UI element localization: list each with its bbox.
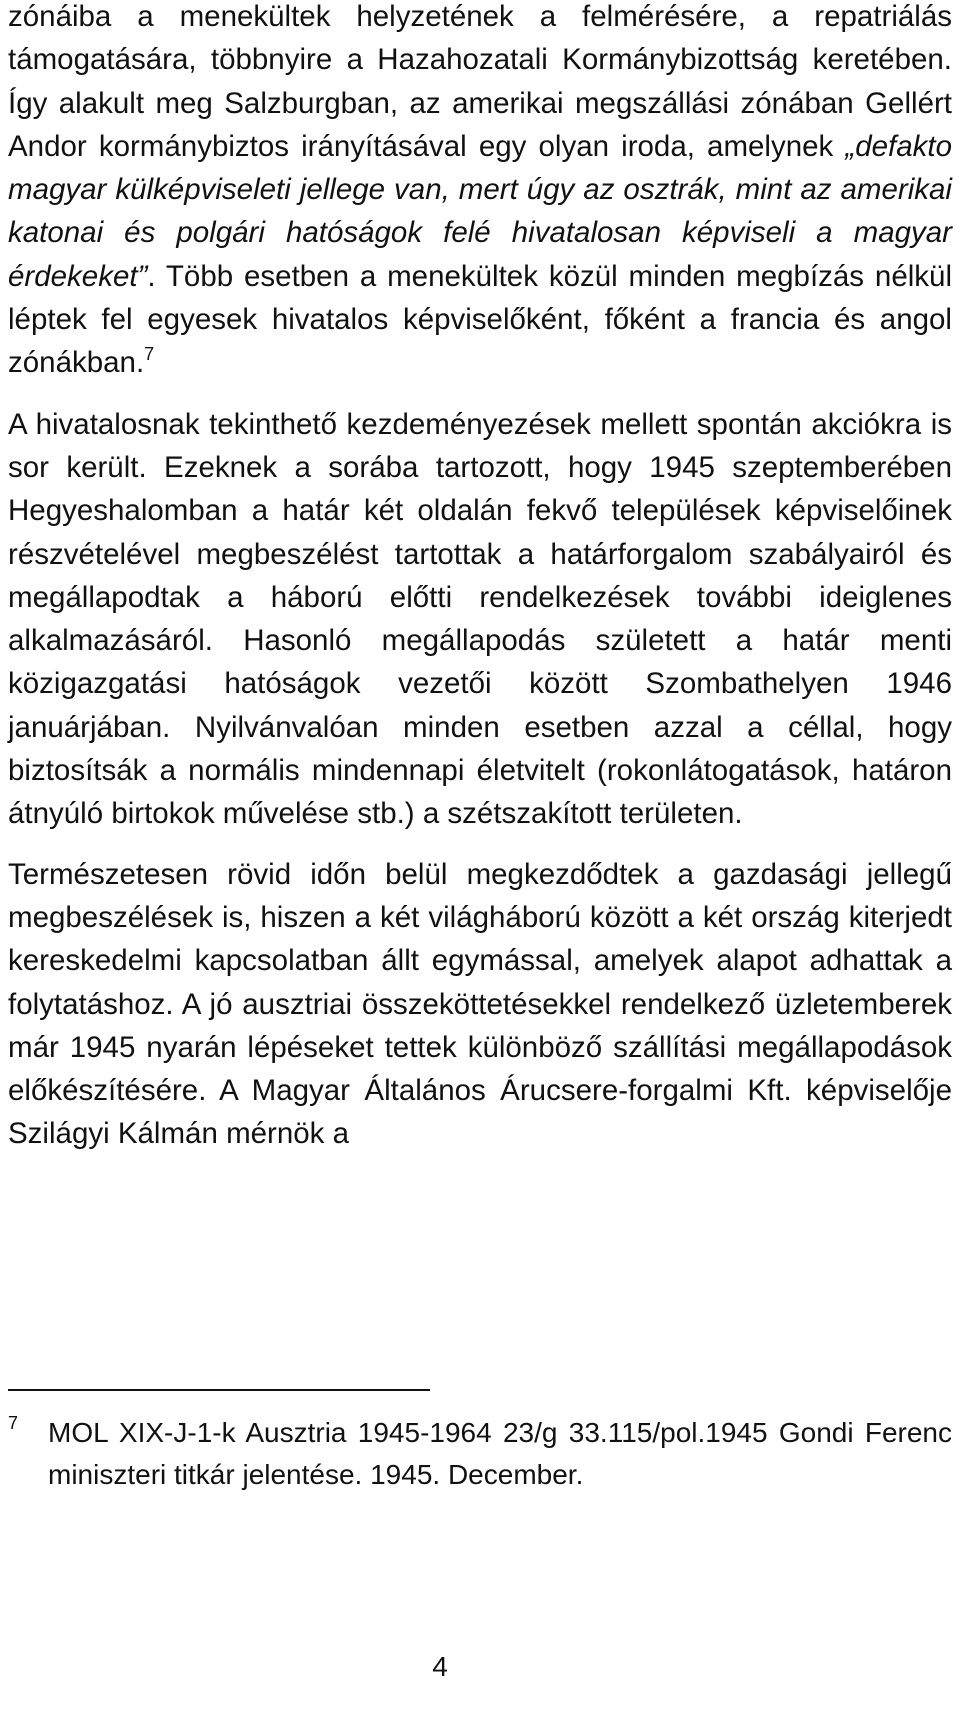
- page-number: 4: [432, 1651, 448, 1682]
- text-segment: A hivatalosnak tekinthető kezdeményezések mellett spontán akciókra is sor került. Ezeknek a sorába tartozott, hogy 1945 szeptemberében Hegyeshalomban a határ két oldalán fekvő települések képviselőinek részvételével megbeszélést tartottak a határforgalom szabályairól és megállapodtak a háború előtti rendelkezések további ideiglenes alkalmazásáról. Hasonló megállapodás született a határ menti közigazgatási hatóságok vezetői között Szombathelyen 1946 januárjában. Nyilvánvalóan minden esetben azzal a céllal, hogy biztosítsák a normális mindennapi életvitelt (rokonlátogatások, határon átnyúló birtokok művelése stb.) a szétszakított területen.: [8, 407, 952, 831]
- paragraph-economic-talks: [8, 853, 952, 1156]
- footnote-reference: 7: [144, 343, 155, 364]
- paragraph-salzburg-office: [8, 0, 952, 385]
- footnote-marker: 7: [8, 1413, 19, 1433]
- text-segment: zónáiba a menekültek helyzetének a felmérésére, a repatriálás támogatására, többnyire a Hazahozatali Kormánybizottság keretében. Így alakult meg Salzburgban, az amerikai megszállási zónában Gellért Andor kormánybiztos irányításával egy olyan iroda, amelynek: [8, 0, 952, 163]
- document-page: [8, 0, 952, 1156]
- quoted-text-italic: „defakto magyar külképviseleti jellege van, mert úgy az osztrák, mint az amerikai katonai és polgári hatóságok felé hivatalosan képviseli a magyar érdekeket”: [8, 129, 952, 293]
- paragraph-spontaneous-actions: [8, 403, 952, 836]
- text-segment: . Több esetben a menekültek közül minden megbízás nélkül léptek fel egyesek hivatalos képviselőként, főként a francia és angol zónákban.: [8, 259, 952, 380]
- footnote: [8, 1412, 952, 1496]
- text-segment: Természetesen rövid időn belül megkezdődtek a gazdasági jellegű megbeszélések is, hiszen a két világháború között a két ország kiterjedt kereskedelmi kapcsolatban állt egymással, amelyek alapot adhattak a folytatáshoz. A jó ausztriai összeköttetésekkel rendelkező üzletemberek már 1945 nyarán lépéseket tettek különböző szállítási megállapodások előkészítésére. A Magyar Általános Árucsere-forgalmi Kft. képviselője Szilágyi Kálmán mérnök a: [8, 857, 952, 1151]
- footnote-text: MOL XIX-J-1-k Ausztria 1945-1964 23/g 33.115/pol.1945 Gondi Ferenc miniszteri titkár jelentése. 1945. December.: [48, 1417, 952, 1490]
- footnote-separator: [8, 1389, 430, 1391]
